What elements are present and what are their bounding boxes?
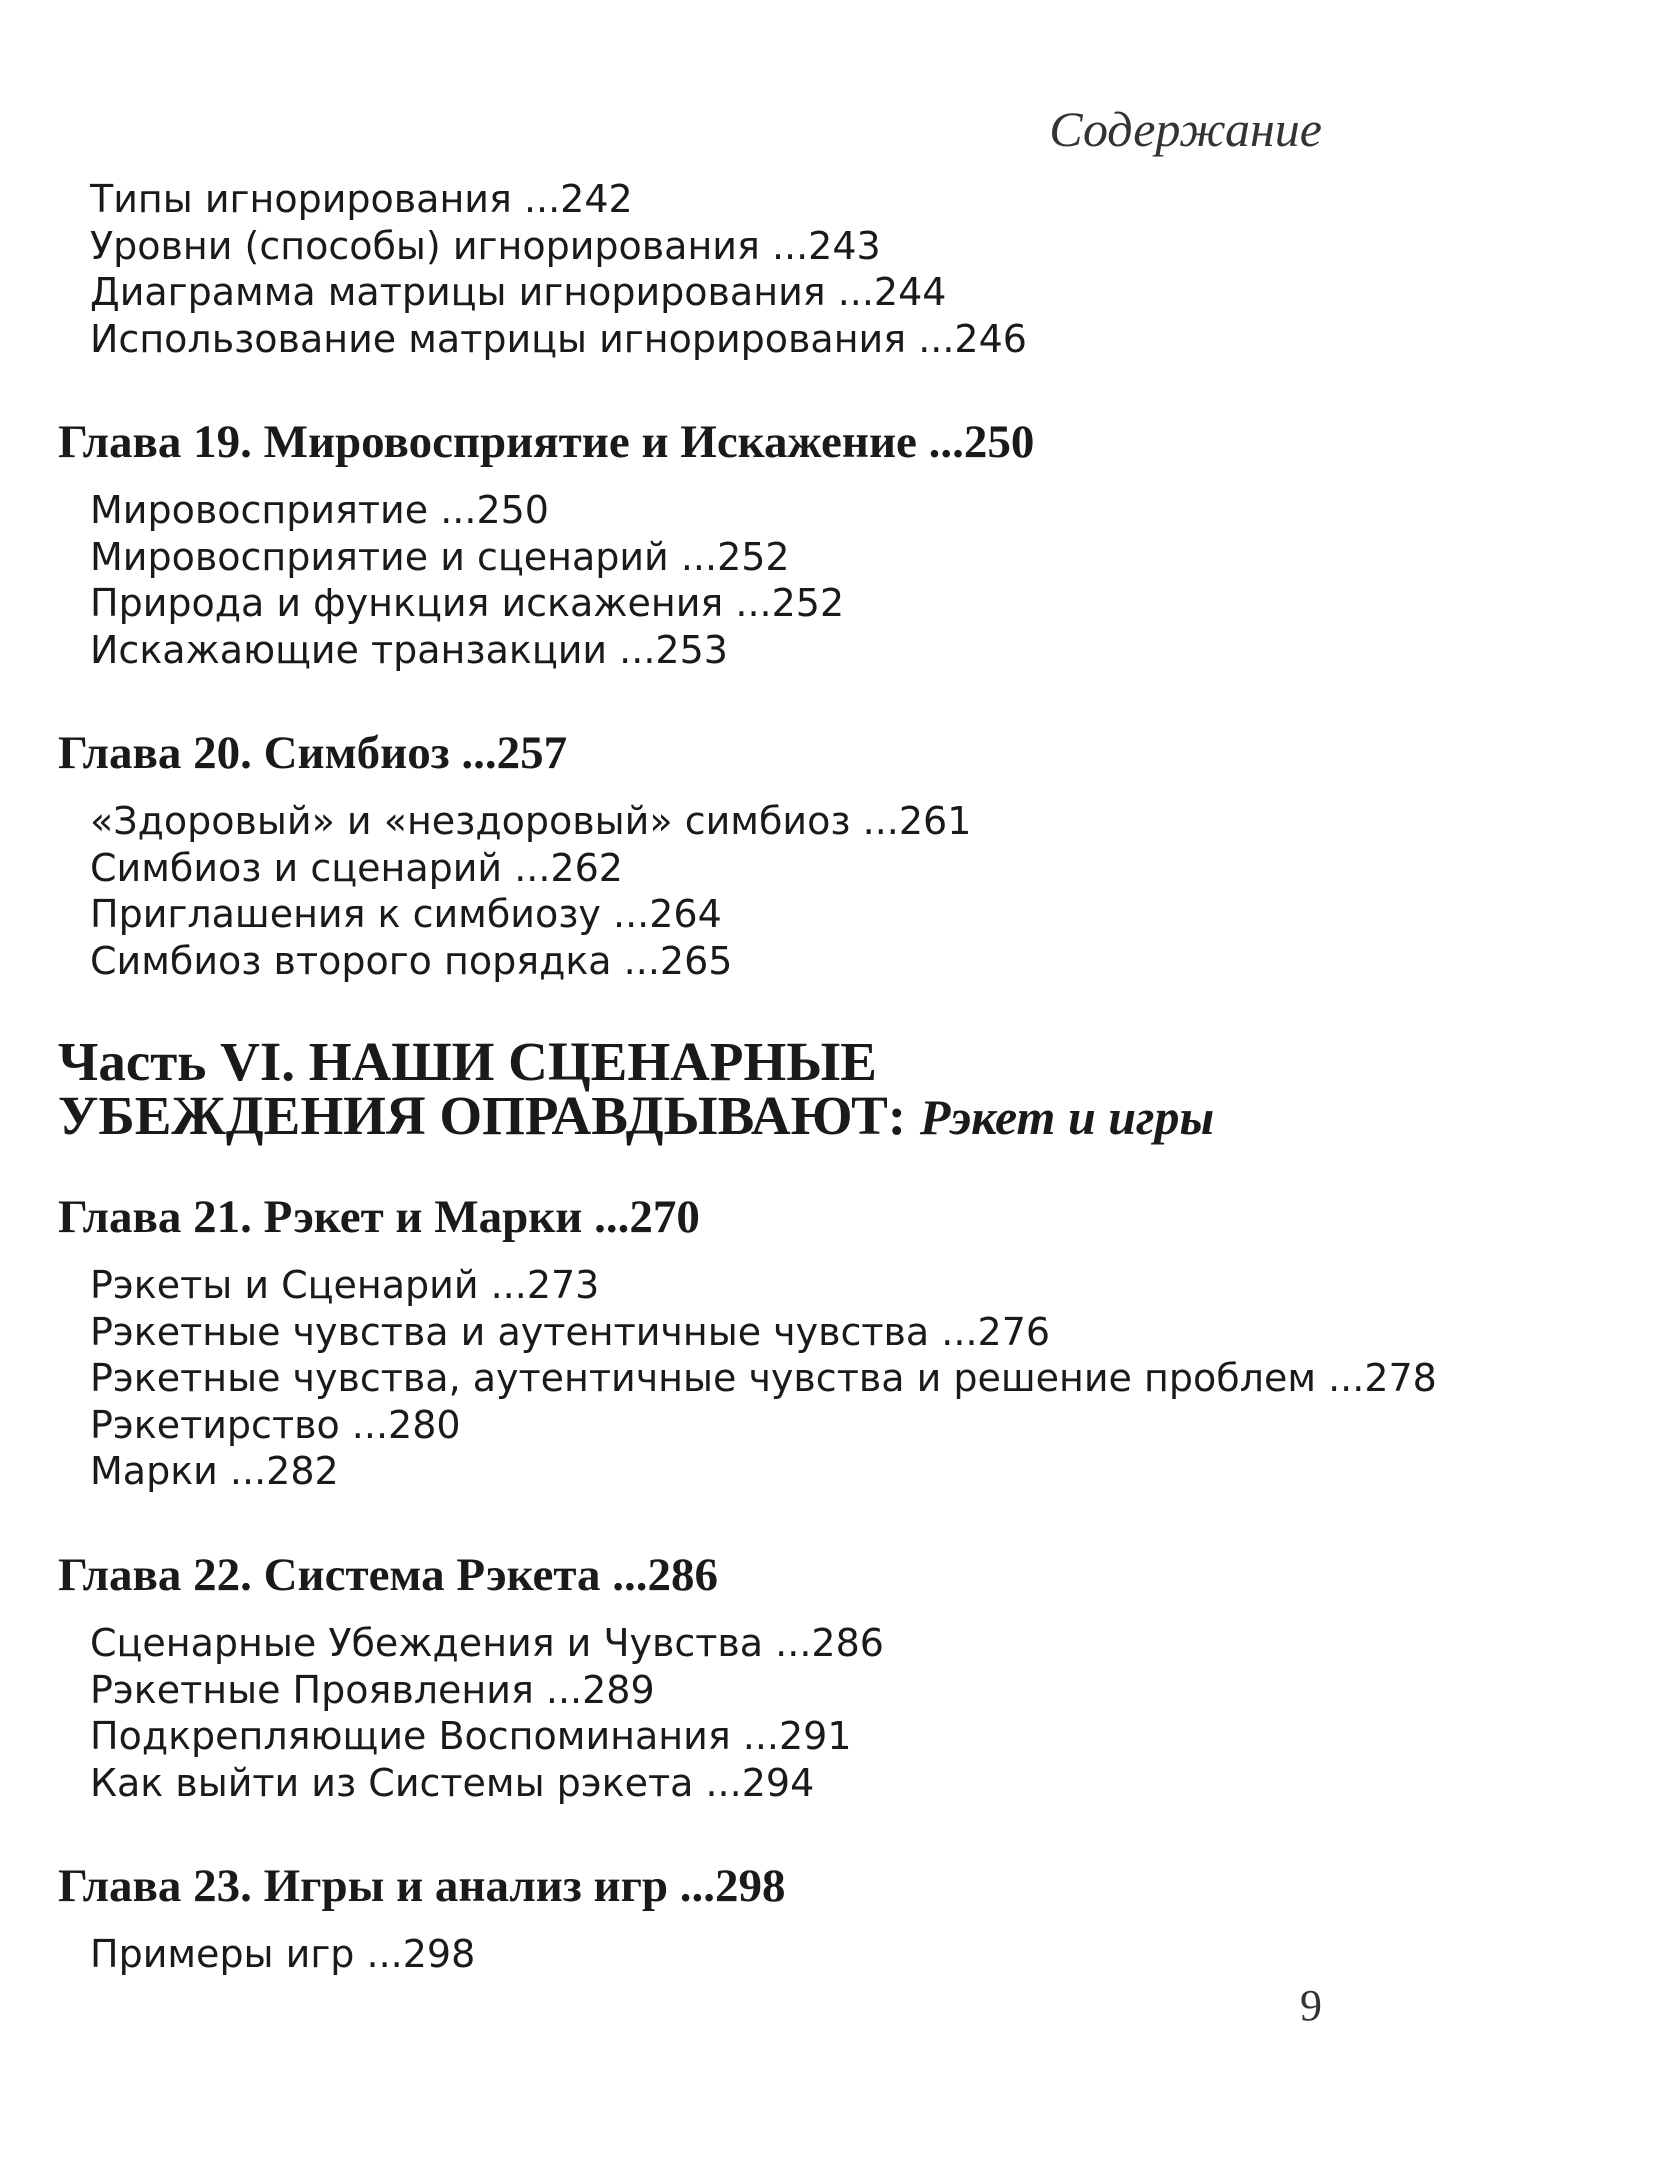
chapter-19-title: Глава 19. Мировосприятие и Искажение ...250 [58, 416, 1035, 468]
toc-entry: Искажающие транзакции ...253 [90, 627, 728, 672]
toc-entry: Рэкетные чувства и аутентичные чувства ...276 [90, 1309, 1051, 1354]
toc-entry: Подкрепляющие Воспоминания ...291 [90, 1714, 852, 1758]
toc-entry: Мировосприятие и сценарий ...252 [90, 534, 790, 579]
toc-entry: Рэкетные Проявления ...289 [90, 1667, 655, 1712]
toc-entry: Симбиоз и сценарий ...262 [90, 845, 623, 890]
toc-entry: Сценарные Убеждения и Чувства ...286 [90, 1621, 884, 1665]
part-6-line2 [58, 1085, 1215, 1146]
chapter-21-entries [90, 1262, 1437, 1495]
part-6-heading [58, 1031, 1215, 1146]
toc-entry: Типы игнорирования ...242 [90, 177, 633, 221]
toc-entry: Примеры игр ...298 [90, 1932, 476, 1976]
toc-entry: Рэкетирство ...280 [90, 1402, 461, 1447]
toc-entry: «Здоровый» и «нездоровый» симбиоз ...261 [90, 799, 972, 843]
part-6-line1: Часть VI. НАШИ СЦЕНАРНЫЕ [58, 1031, 877, 1092]
toc-entry: Как выйти из Системы рэкета ...294 [90, 1760, 815, 1805]
toc-entry: Мировосприятие ...250 [90, 488, 549, 532]
toc-section-list [90, 176, 1027, 362]
toc-entry: Диаграмма матрицы игнорирования ...244 [90, 270, 947, 314]
chapter-19-entries [90, 487, 844, 673]
chapter-23-entries [90, 1931, 475, 1978]
chapter-20-entries [90, 798, 971, 984]
chapter-23-title: Глава 23. Игры и анализ игр ...298 [58, 1860, 786, 1912]
toc-entry: Уровни (способы) игнорирования ...243 [90, 223, 881, 268]
chapter-20-title: Глава 20. Симбиоз ...257 [58, 727, 568, 779]
toc-entry: Использование матрицы игнорирования ...246 [90, 316, 1027, 361]
chapter-22-title: Глава 22. Система Рэкета ...286 [58, 1549, 718, 1601]
toc-entry: Рэкетные чувства, аутентичные чувства и решение проблем ...278 [90, 1356, 1437, 1400]
page-number: 9 [1300, 1981, 1322, 2030]
toc-entry: Рэкеты и Сценарий ...273 [90, 1263, 600, 1307]
part-6-subtitle: Рэкет и игры [919, 1089, 1215, 1145]
chapter-21-title: Глава 21. Рэкет и Марки ...270 [58, 1191, 700, 1243]
toc-entry: Природа и функция искажения ...252 [90, 581, 845, 625]
running-head: Содержание [1049, 101, 1322, 157]
toc-entry: Приглашения к симбиозу ...264 [90, 892, 722, 936]
toc-entry: Марки ...282 [90, 1449, 339, 1493]
chapter-22-entries [90, 1620, 884, 1806]
part-6-line2-text: УБЕЖДЕНИЯ ОПРАВДЫВАЮТ: [58, 1085, 907, 1146]
toc-entry: Симбиоз второго порядка ...265 [90, 938, 733, 983]
